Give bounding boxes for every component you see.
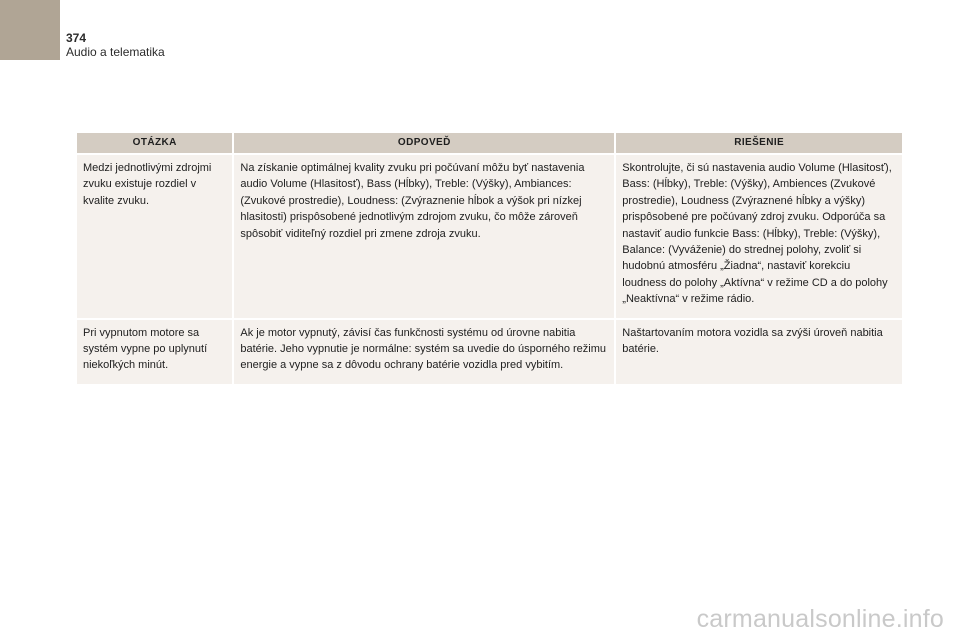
answer-cell: Ak je motor vypnutý, závisí čas funkčnosti systému od úrovne nabitia batérie. Jeho vypnutie je normálne: systém sa uvedie do úsporného režimu energie a vypne sa z dôvodu ochrany batérie vozidla pred vybitím.: [234, 320, 614, 386]
header-answer: ODPOVEĎ: [234, 133, 614, 155]
question-cell: Pri vypnutom motore sa systém vypne po uplynutí niekoľkých minút.: [77, 320, 232, 386]
troubleshooting-table: [75, 133, 904, 386]
watermark: carmanualsonline.info: [696, 605, 944, 633]
table-row: [77, 320, 902, 386]
solution-cell: Naštartovaním motora vozidla sa zvýši úroveň nabitia batérie.: [616, 320, 902, 386]
page-number: 374: [66, 31, 87, 45]
solution-cell: Skontrolujte, či sú nastavenia audio Volume (Hlasitosť), Bass: (Hĺbky), Treble: (Výšky), Ambiences (Zvukové prostredie), Loudness (Zvýraznené hĺbky a výšky) prispôsobené pre počúvaný zdroj zvuku. Odporúča sa nastaviť audio funkcie Bass: (Hĺbky), Treble: (Výšky), Balance: (Vyváženie) do strednej polohy, zvoliť si hudobnú atmosféru „Žiadna“, nastaviť korekciu loudness do polohy „Aktívna“ v režime CD a do polohy „Neaktívna“ v režime rádio.: [616, 155, 902, 320]
question-cell: Medzi jednotlivými zdrojmi zvuku existuje rozdiel v kvalite zvuku.: [77, 155, 232, 320]
table-row: [77, 155, 902, 320]
answer-cell: Na získanie optimálnej kvality zvuku pri počúvaní môžu byť nastavenia audio Volume (Hlasitosť), Bass (Hĺbky), Treble: (Výšky), Ambiances: (Zvukové prostredie), Loudness: (Zvýraznenie hĺbok a výšok pri nízkej hlasitosti) prispôsobené jednotlivým zdrojom zvuku, čo môže zároveň spôsobiť viditeľný rozdiel pri zmene zdroja zvuku.: [234, 155, 614, 320]
section-title: Audio a telematika: [66, 45, 165, 59]
header-solution: RIEŠENIE: [616, 133, 902, 155]
header-question: OTÁZKA: [77, 133, 232, 155]
corner-tab: [0, 0, 60, 60]
table-header-row: [77, 133, 902, 155]
